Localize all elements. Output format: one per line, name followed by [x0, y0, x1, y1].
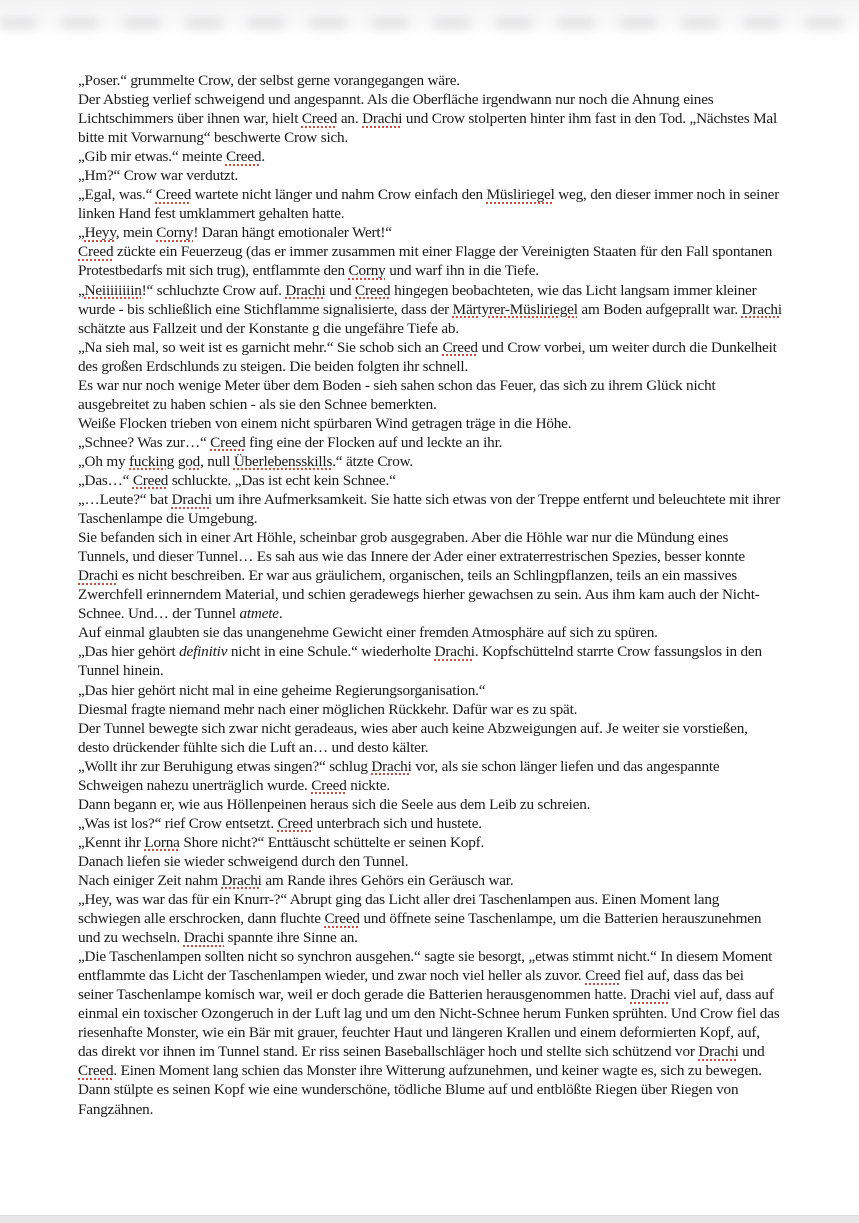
text-run: .“ ätzte Crow. [332, 452, 414, 470]
text-run: „ [78, 281, 85, 299]
misspelled-word[interactable]: Corny [156, 224, 194, 242]
document-body[interactable] [78, 71, 782, 1119]
misspelled-word[interactable]: Creed [442, 338, 478, 356]
text-run: „Die Taschenlampen sollten nicht so synchron ausgehen.“ sagte sie besorgt, „etwas stimmt nicht.“ In diesem Moment entflammte das Licht der Taschenlampen wieder, und zwar noch viel heller als zuvor. [78, 948, 773, 985]
paragraph [78, 757, 782, 795]
misspelled-word[interactable]: god [177, 452, 201, 470]
text-run: . [261, 148, 265, 166]
paragraph [78, 814, 782, 833]
text-run: am Rande ihres Gehörs ein Geräusch war. [261, 871, 514, 889]
text-run: „Kennt ihr [78, 833, 145, 851]
paragraph [78, 281, 782, 338]
text-run: , null [200, 452, 234, 470]
paragraph [78, 833, 782, 852]
misspelled-word[interactable]: Märtyrer-Müsliriegel [452, 300, 578, 318]
text-run: „Na sieh mal, so weit ist es garnicht mehr.“ Sie schob sich an [78, 338, 443, 356]
misspelled-word[interactable]: Creed [311, 776, 347, 794]
paragraph [78, 376, 782, 414]
text-run: „Hey, was war das für ein Knurr-?“ Abrupt ging das Licht aller drei Taschenlampen aus. Einen Moment lang schwiegen alle erschrocken, dann fluchte [78, 891, 720, 928]
italic-text: atmete [239, 605, 279, 623]
text-run: hingegen beobachteten, wie das Licht langsam immer kleiner wurde - bis schließlich eine Stichflamme signalisierte, dass der [78, 281, 757, 318]
paragraph [78, 414, 782, 433]
text-run: es nicht beschreiben. Er war aus gräulichem, organischen, teils an Schlingpflanzen, teils an ein massives Zwerchfell erinnerndem Material, und schien geradewegs hierher gewachsen zu sein. Aus ihm kam auch der Nicht-Schnee. Und… der Tunnel [78, 567, 760, 623]
misspelled-word[interactable]: Creed [301, 110, 338, 128]
text-run: an. [337, 110, 363, 128]
text-run: und öffnete seine Taschenlampe, um die Batterien herauszunehmen und zu wechseln. [78, 910, 762, 947]
text-run: viel auf, dass auf einmal ein toxischer Ozongeruch in der Luft lag und um den Nicht-Schnee herum Funken sprühten. Und Crow fiel das riesenhafte Monster, wie ein Bär mit grauer, feuchter Haut und längeren Krallen und einem deformierten Kopf, auf, das direkt vor ihnen im Tunnel stand. Er riss seinen Baseballschläger hoch und stellte sich schützend vor [78, 986, 780, 1061]
text-run: fing eine der Flocken auf und leckte an ihr. [245, 433, 503, 451]
text-run: nickte. [346, 776, 390, 794]
misspelled-word[interactable]: Überlebensskills [233, 452, 333, 470]
text-run: „Egal, was.“ [78, 186, 156, 204]
misspelled-word[interactable]: Creed [78, 243, 114, 261]
text-run: „Schnee? Was zur…“ [78, 433, 211, 451]
misspelled-word[interactable]: Creed [277, 814, 313, 832]
misspelled-word[interactable]: Creed [225, 148, 262, 166]
paragraph [78, 490, 782, 528]
text-run: Nach einiger Zeit nahm [78, 871, 222, 889]
paragraph [78, 642, 782, 680]
text-run: „Das hier gehört [78, 643, 180, 661]
text-run: Es war nur noch wenige Meter über dem Boden - sieh sahen schon das Feuer, das sich zu ihrem Glück nicht ausgebreitet zu haben schien - als sie den Schnee bemerkten. [78, 376, 716, 413]
text-run: und [325, 281, 356, 299]
paragraph [78, 452, 782, 471]
text-run: Sie befanden sich in einer Art Höhle, scheinbar grob ausgegraben. Aber die Höhle war nur die Mündung eines Tunnels, und dieser Tunnel… Es sah aus wie das Innere der Ader einer extraterrestrischen Spezies, besser konnte [78, 529, 745, 566]
text-run: . Kopfschüttelnd starrte Crow fassungslos in den Tunnel hinein. [78, 643, 762, 680]
paragraph [78, 890, 782, 947]
misspelled-word[interactable]: Drachi [285, 281, 326, 299]
misspelled-word[interactable]: Drachi [183, 929, 225, 947]
text-run: . [278, 605, 283, 623]
paragraph [78, 338, 782, 376]
misspelled-word[interactable]: Drachi [362, 110, 403, 128]
paragraph [78, 71, 782, 90]
misspelled-word[interactable]: Creed [155, 186, 192, 204]
text-run: Dann begann er, wie aus Höllenpeinen heraus sich die Seele aus dem Leib zu schreien. [78, 795, 591, 813]
text-run: spannte ihre Sinne an. [224, 929, 358, 947]
text-run: schluckte. „Das ist echt kein Schnee.“ [168, 471, 396, 489]
paragraph [78, 947, 782, 1118]
text-run: „Gib mir etwas.“ meinte [78, 148, 226, 166]
misspelled-word[interactable]: Heyy [84, 224, 116, 242]
text-run: „…Leute?“ bat [78, 491, 172, 509]
misspelled-word[interactable]: Creed [324, 910, 360, 928]
paragraph [78, 681, 782, 700]
text-run: Der Tunnel bewegte sich zwar nicht geradeaus, wies aber auch keine Abzweigungen auf. Je weiter sie vorstießen, desto drückender fühlte sich die Luft an… und desto kälter. [78, 719, 748, 756]
misspelled-word[interactable]: Drachi [221, 871, 262, 889]
misspelled-word[interactable]: Creed [210, 433, 246, 451]
text-run: !“ schluchzte Crow auf. [141, 281, 286, 299]
paragraph [78, 852, 782, 871]
paragraph [78, 90, 782, 147]
text-run: wartete nicht länger und nahm Crow einfach den [191, 186, 487, 204]
misspelled-word[interactable]: Creed [585, 967, 621, 985]
paragraph [78, 147, 782, 166]
misspelled-word[interactable]: Drachi [371, 757, 412, 775]
text-run: „Poser.“ grummelte Crow, der selbst gerne vorangegangen wäre. [78, 72, 460, 89]
text-run: , mein [115, 224, 157, 242]
misspelled-word[interactable]: Creed [355, 281, 391, 299]
text-run: schätzte aus Fallzeit und der Konstante g die ungefähre Tiefe ab. [78, 319, 459, 337]
paragraph [78, 871, 782, 890]
blurred-top-page-edge [0, 0, 859, 38]
text-run: Shore nicht?“ Enttäuscht schüttelte er seinen Kopf. [179, 833, 485, 851]
text-run: Der Abstieg verlief schweigend und angespannt. Als die Oberfläche irgendwann nur noch die Ahnung eines Lichtschimmers über ihnen war, hielt [78, 91, 714, 128]
text-run: ! Daran hängt emotionaler Wert!“ [193, 224, 392, 242]
text-run: und Crow stolperten hinter ihm fast in den Tod. „Nächstes Mal bitte mit Vorwarnung“ beschwerte Crow sich. [78, 110, 778, 147]
text-run: fiel auf, dass das bei seiner Taschenlampe komisch war, weil er doch gerade die Batterien herausgenommen hatte. [78, 967, 744, 1004]
text-run: Auf einmal glaubten sie das unangenehme Gewicht einer fremden Atmosphäre auf sich zu spüren. [78, 624, 658, 642]
misspelled-word[interactable]: Drachi [698, 1043, 739, 1061]
text-run: vor, als sie schon länger liefen und das angespannte Schweigen nahezu unerträglich wurde. [78, 757, 720, 794]
text-run: . Einen Moment lang schien das Monster ihre Witterung aufzunehmen, und keiner wagte es, sich zu bewegen. Dann stülpte es seinen Kopf wie eine wunderschöne, tödliche Blume auf und entblößte Riegen über Riegen von Fangzähnen. [78, 1062, 762, 1118]
text-run: um ihre Aufmerksamkeit. Sie hatte sich etwas von der Treppe entfernt und beleuchtete mit ihrer Taschenlampe die Umgebung. [78, 491, 781, 528]
page-bottom-edge [0, 1215, 859, 1223]
text-run: „Hm?“ Crow war verdutzt. [78, 167, 239, 185]
paragraph [78, 700, 782, 719]
text-run: „Wollt ihr zur Beruhigung etwas singen?“ schlug [78, 757, 372, 775]
text-run: und Crow vorbei, um weiter durch die Dunkelheit des großen Erdschlunds zu steigen. Die beiden folgten ihr schnell. [78, 338, 777, 375]
misspelled-word[interactable]: Corny [348, 262, 386, 280]
misspelled-word[interactable]: Neiiiiiiiin [84, 281, 142, 299]
italic-text: definitiv [179, 643, 228, 661]
text-run: am Boden aufgeprallt war. [577, 300, 742, 318]
misspelled-word[interactable]: Drachi [171, 491, 212, 509]
misspelled-word[interactable]: Drachi [78, 567, 119, 585]
text-run: und [738, 1043, 765, 1061]
paragraph [78, 471, 782, 490]
text-run: „Das hier gehört nicht mal in eine geheime Regierungsorganisation.“ [78, 681, 486, 699]
text-run: Weiße Flocken trieben von einem nicht spürbaren Wind getragen träge in die Höhe. [78, 414, 572, 432]
paragraph [78, 185, 782, 223]
misspelled-word[interactable]: Creed [78, 1062, 114, 1080]
paragraph [78, 795, 782, 814]
text-run: zückte ein Feuerzeug (das er immer zusammen mit einer Flagge der Vereinigten Staaten für den Fall spontanen Protestbedarfs mit sich trug), entflammte den [78, 243, 773, 280]
text-run: nicht in eine Schule.“ wiederholte [227, 643, 435, 661]
paragraph [78, 528, 782, 623]
text-run: „Das…“ [78, 471, 133, 489]
misspelled-word[interactable]: Creed [132, 471, 169, 489]
text-run: und warf ihn in die Tiefe. [385, 262, 539, 280]
text-run: „Was ist los?“ rief Crow entsetzt. [78, 814, 278, 832]
misspelled-word[interactable]: Drachi [434, 643, 475, 661]
misspelled-word[interactable]: Drachi [741, 300, 782, 318]
misspelled-word[interactable]: Lorna [144, 833, 180, 851]
text-run: unterbrach sich und hustete. [312, 814, 482, 832]
paragraph [78, 623, 782, 642]
text-run: weg, den dieser immer noch in seiner linken Hand fest umklammert gehalten hatte. [78, 186, 780, 223]
paragraph [78, 166, 782, 185]
misspelled-word[interactable]: fucking [129, 452, 175, 470]
misspelled-word[interactable]: Drachi [630, 986, 671, 1004]
paragraph [78, 242, 782, 280]
text-run: „Oh my [78, 452, 130, 470]
misspelled-word[interactable]: Müsliriegel [486, 186, 555, 204]
text-run: Danach liefen sie wieder schweigend durch den Tunnel. [78, 852, 409, 870]
paragraph [78, 719, 782, 757]
text-run: „ [78, 224, 85, 242]
text-run: Diesmal fragte niemand mehr nach einer möglichen Rückkehr. Dafür war es zu spät. [78, 700, 578, 718]
paragraph [78, 223, 782, 242]
paragraph [78, 433, 782, 452]
